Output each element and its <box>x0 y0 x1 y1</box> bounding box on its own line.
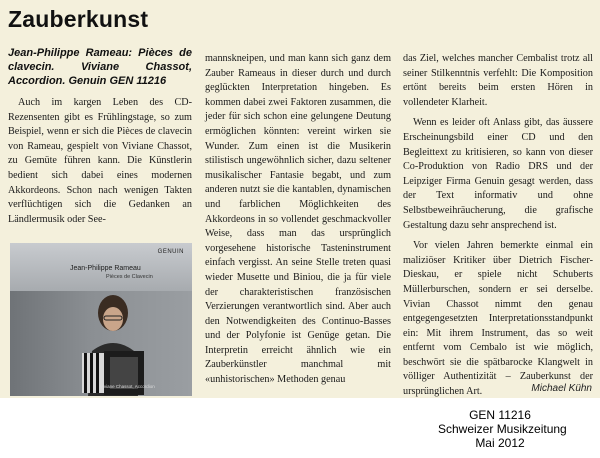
caption-catalog-number: GEN 11216 <box>469 408 531 422</box>
review-heading: Jean-Philippe Rameau: Pièces de clavecin. Viviane Chassot, Accordion. Genuin GEN 11216 <box>8 47 192 87</box>
paragraph: Auch im kargen Leben des CD-Rezensenten gibt es Frühlingstage, so zum Beispiel, wenn er sich die Pièces de clavecin von Rameau, gespielt von Viviane Chassot, zu Gemüte führen kann. Die Künstlerin bedient sich dabei eines modernen Akkordeons. Schon nach wenigen Takten verflüchtigen sich die Gedanken an Ländlermusik oder See- <box>8 97 192 225</box>
source-caption <box>438 408 567 450</box>
accordionist-photo <box>10 291 192 396</box>
cd-label-logo: GENUIN <box>157 249 184 255</box>
cd-title: Pièces de Clavecin <box>106 274 153 280</box>
article-headline: Zauberkunst <box>8 6 149 32</box>
paragraph: Vor vielen Jahren bemerkte einmal ein maliziöser Kritiker über Dietrich Fischer-Dieskau, er spiele nicht Schuberts Müllerburschen, sondern er sei derselbe. Vivian Chassot nimmt den genau entgegengesetzten Interpretationsstandpunkt ein: Mit ihrem Instrument, das so weit entfernt vom Cembalo ist wie möglich, beschwört sie die spätbarocke Klangwelt in völliger Authentizität – Zauberkunst der ursprünglichen Art. <box>403 240 593 398</box>
cd-footer: Viviane Chassot, Accordion <box>100 384 155 389</box>
paragraph: das Ziel, welches mancher Cembalist trotz all seiner Stilkenntnis verfehlt: Die Komposition ertönt bereits beim ersten Hören in vollendeter Klarheit. <box>403 53 593 108</box>
caption-publication: Schweizer Musikzeitung <box>438 422 567 436</box>
cd-photo <box>10 291 192 396</box>
paragraph: Wenn es leider oft Anlass gibt, das äussere Erscheinungsbild einer CD und den Begleittext zu kritisieren, so kann von dieser Co-Produktion von Radio DRS und der Leipziger Firma Genuin gesagt werden, dass der Text informativ und ohne Selbstbeweihräucherung, die grafische Gestaltung dazu sehr ansprechend ist. <box>403 117 593 231</box>
caption-date: Mai 2012 <box>475 436 525 450</box>
cd-cover-image <box>10 243 192 396</box>
cd-artist: Jean-Philippe Rameau <box>70 265 141 272</box>
column-3 <box>403 52 593 398</box>
column-1 <box>8 46 192 227</box>
paragraph: mannskneipen, und man kann sich ganz dem Zauber Rameaus in dieser durch und durch geglückten Interpretation hingeben. Es kommen dabei zwei Faktoren zusammen, die jeder für sich schon eine gelungene Deutung ermöglichen könnten: vereint wirken sie Wunder. Zum einen ist die Musikerin stilistisch ungewöhnlich sicher, dazu seltener musikalischer Fantasie begabt, und zum anderen nutzt sie die kantablen, dynamischen und farblichen Möglichkeiten des Akkordeons in so vollendet geschmackvoller Weise, dass man das ursprünglich vorgesehene historische Tasteninstrument einfach vergisst. An seine Stelle treten quasi wieder Musette und Biniou, die ja für viele der charakteristischen französischen Verzierungen verantwortlich sind. Aber auch den Notwendigkeiten des Continuo-Basses und der Polyfonie ist Genüge getan. Die Interpretin erreicht ähnlich wie ein Zauberkünstler manchmal mit «unhistorischen» Methoden genau <box>205 53 391 386</box>
column-2 <box>205 52 391 388</box>
author-signature: Michael Kühn <box>531 383 592 394</box>
